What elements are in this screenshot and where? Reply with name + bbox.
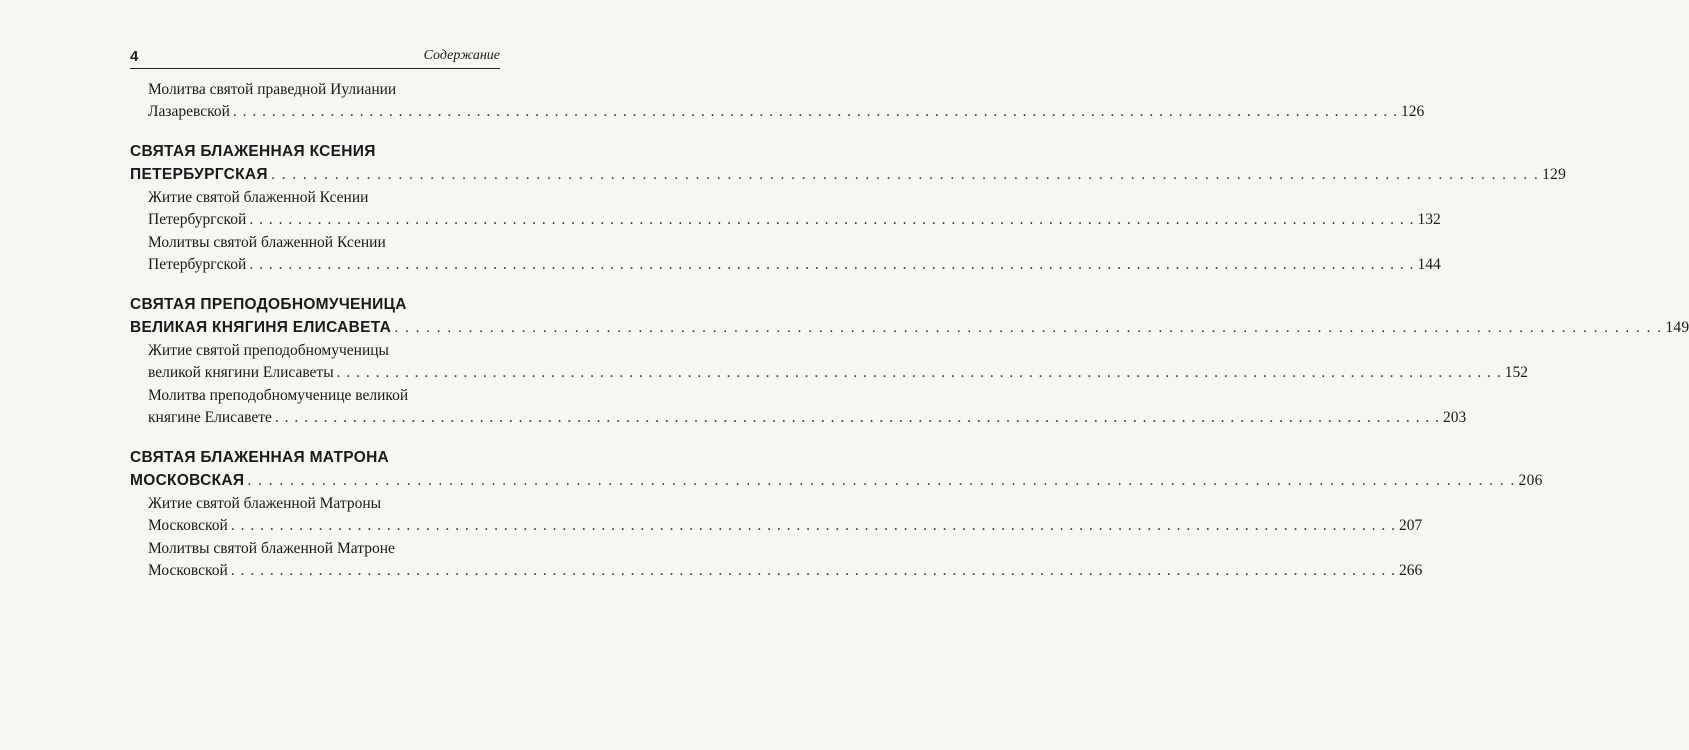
toc-entry-line-with-page [130, 316, 1689, 339]
toc-entry-title: ПЕТЕРБУРГСКАЯ [130, 166, 268, 183]
dot-leader: . . . . . . . . . . . . . . . . . . . . . . . . . . . . . . . . . . . . . . . . . . . . . . . . . . . . . . . . . . . . . . . . . . . . . . . . . . . . . . . . . . . . . . . . . . . . . . . . . . . . . . . . . . . . . . . . . . . . . . . . [336, 364, 1502, 381]
dot-leader: . . . . . . . . . . . . . . . . . . . . . . . . . . . . . . . . . . . . . . . . . . . . . . . . . . . . . . . . . . . . . . . . . . . . . . . . . . . . . . . . . . . . . . . . . . . . . . . . . . . . . . . . . . . . . . . . . . . . . . . . [249, 256, 1415, 273]
toc-entry-title: ВЕЛИКАЯ КНЯГИНЯ ЕЛИСАВЕТА [130, 319, 392, 336]
dot-leader: . . . . . . . . . . . . . . . . . . . . . . . . . . . . . . . . . . . . . . . . . . . . . . . . . . . . . . . . . . . . . . . . . . . . . . . . . . . . . . . . . . . . . . . . . . . . . . . . . . . . . . . . . . . . . . . . . . . . . . . . [394, 319, 1663, 336]
toc-entry-title: княгине Елисавете [148, 409, 272, 426]
toc-entry-title: Житие святой преподобномученицы [148, 342, 389, 359]
toc-entry-line-with-page [130, 362, 1528, 384]
toc-entry-title: Петербургской [148, 256, 247, 273]
toc-entry [130, 232, 1441, 276]
toc-entry-line-with-page [130, 163, 1567, 186]
toc-entry-title: Московской [148, 517, 228, 534]
dot-leader: . . . . . . . . . . . . . . . . . . . . . . . . . . . . . . . . . . . . . . . . . . . . . . . . . . . . . . . . . . . . . . . . . . . . . . . . . . . . . . . . . . . . . . . . . . . . . . . . . . . . . . . . . . . . . . . . . . . . . . . . [232, 103, 1399, 120]
toc-entry [130, 340, 1528, 384]
toc-entry-title: Лазаревской [148, 103, 230, 120]
toc-entry [130, 493, 1423, 537]
page-number: 4 [130, 48, 139, 65]
toc-entry [130, 538, 1423, 582]
dot-leader: . . . . . . . . . . . . . . . . . . . . . . . . . . . . . . . . . . . . . . . . . . . . . . . . . . . . . . . . . . . . . . . . . . . . . . . . . . . . . . . . . . . . . . . . . . . . . . . . . . . . . . . . . . . . . . . . . . . . . . . . [230, 517, 1396, 534]
toc-section [130, 140, 1567, 186]
toc-entry-title: МОСКОВСКАЯ [130, 472, 245, 489]
toc-entry-title: Молитвы святой блаженной Ксении [148, 234, 386, 251]
toc-entry-line-with-page [130, 560, 1423, 582]
page-header [130, 48, 500, 69]
toc-entry-title: СВЯТАЯ БЛАЖЕННАЯ КСЕНИЯ [130, 143, 376, 160]
toc-entry [130, 385, 1467, 429]
toc-page-number: 207 [1398, 517, 1423, 534]
toc-entry-line-with-page [130, 469, 1543, 492]
toc-entry-title: великой княгини Елисаветы [148, 364, 334, 381]
dot-leader: . . . . . . . . . . . . . . . . . . . . . . . . . . . . . . . . . . . . . . . . . . . . . . . . . . . . . . . . . . . . . . . . . . . . . . . . . . . . . . . . . . . . . . . . . . . . . . . . . . . . . . . . . . . . . . . . . . . . . . . . [270, 166, 1540, 183]
toc-entry-title: Петербургской [148, 211, 247, 228]
toc-section [130, 446, 1543, 492]
toc-entry-title: СВЯТАЯ ПРЕПОДОБНОМУЧЕНИЦА [130, 296, 407, 313]
toc-entry-line-with-page [130, 101, 1425, 123]
running-title: Содержание [423, 48, 500, 63]
toc-entry-title: Московской [148, 562, 228, 579]
table-of-contents [130, 78, 1689, 582]
toc-page-number: 144 [1417, 256, 1441, 273]
dot-leader: . . . . . . . . . . . . . . . . . . . . . . . . . . . . . . . . . . . . . . . . . . . . . . . . . . . . . . . . . . . . . . . . . . . . . . . . . . . . . . . . . . . . . . . . . . . . . . . . . . . . . . . . . . . . . . . . . . . . . . . . [274, 409, 1440, 426]
dot-leader: . . . . . . . . . . . . . . . . . . . . . . . . . . . . . . . . . . . . . . . . . . . . . . . . . . . . . . . . . . . . . . . . . . . . . . . . . . . . . . . . . . . . . . . . . . . . . . . . . . . . . . . . . . . . . . . . . . . . . . . . [249, 211, 1415, 228]
toc-entry-title: Молитвы святой блаженной Матроне [148, 540, 395, 557]
toc-page-number: 132 [1417, 211, 1441, 228]
toc-entry-title: Молитва святой праведной Иулиании [148, 81, 397, 98]
toc-entry-line-with-page [130, 254, 1441, 276]
toc-entry-line-with-page [130, 407, 1467, 429]
toc-section [130, 293, 1689, 339]
toc-entry [130, 187, 1441, 231]
toc-page-number: 206 [1518, 472, 1543, 489]
toc-entry-title: Молитва преподобномученице великой [148, 387, 409, 404]
toc-entry [130, 79, 1425, 123]
toc-page-number: 126 [1401, 103, 1425, 120]
toc-page-number: 203 [1443, 409, 1467, 426]
toc-entry-line-with-page [130, 515, 1423, 537]
toc-page-number: 129 [1542, 166, 1567, 183]
dot-leader: . . . . . . . . . . . . . . . . . . . . . . . . . . . . . . . . . . . . . . . . . . . . . . . . . . . . . . . . . . . . . . . . . . . . . . . . . . . . . . . . . . . . . . . . . . . . . . . . . . . . . . . . . . . . . . . . . . . . . . . . [230, 562, 1396, 579]
toc-entry-line-with-page [130, 209, 1441, 231]
toc-page-number: 266 [1398, 562, 1423, 579]
toc-entry-title: Житие святой блаженной Матроны [148, 495, 382, 512]
toc-page-number: 149 [1665, 319, 1689, 336]
toc-entry-title: СВЯТАЯ БЛАЖЕННАЯ МАТРОНА [130, 449, 390, 466]
toc-page-number: 152 [1504, 364, 1528, 381]
toc-entry-title: Житие святой блаженной Ксении [148, 189, 369, 206]
dot-leader: . . . . . . . . . . . . . . . . . . . . . . . . . . . . . . . . . . . . . . . . . . . . . . . . . . . . . . . . . . . . . . . . . . . . . . . . . . . . . . . . . . . . . . . . . . . . . . . . . . . . . . . . . . . . . . . . . . . . . . . . [247, 472, 1516, 489]
